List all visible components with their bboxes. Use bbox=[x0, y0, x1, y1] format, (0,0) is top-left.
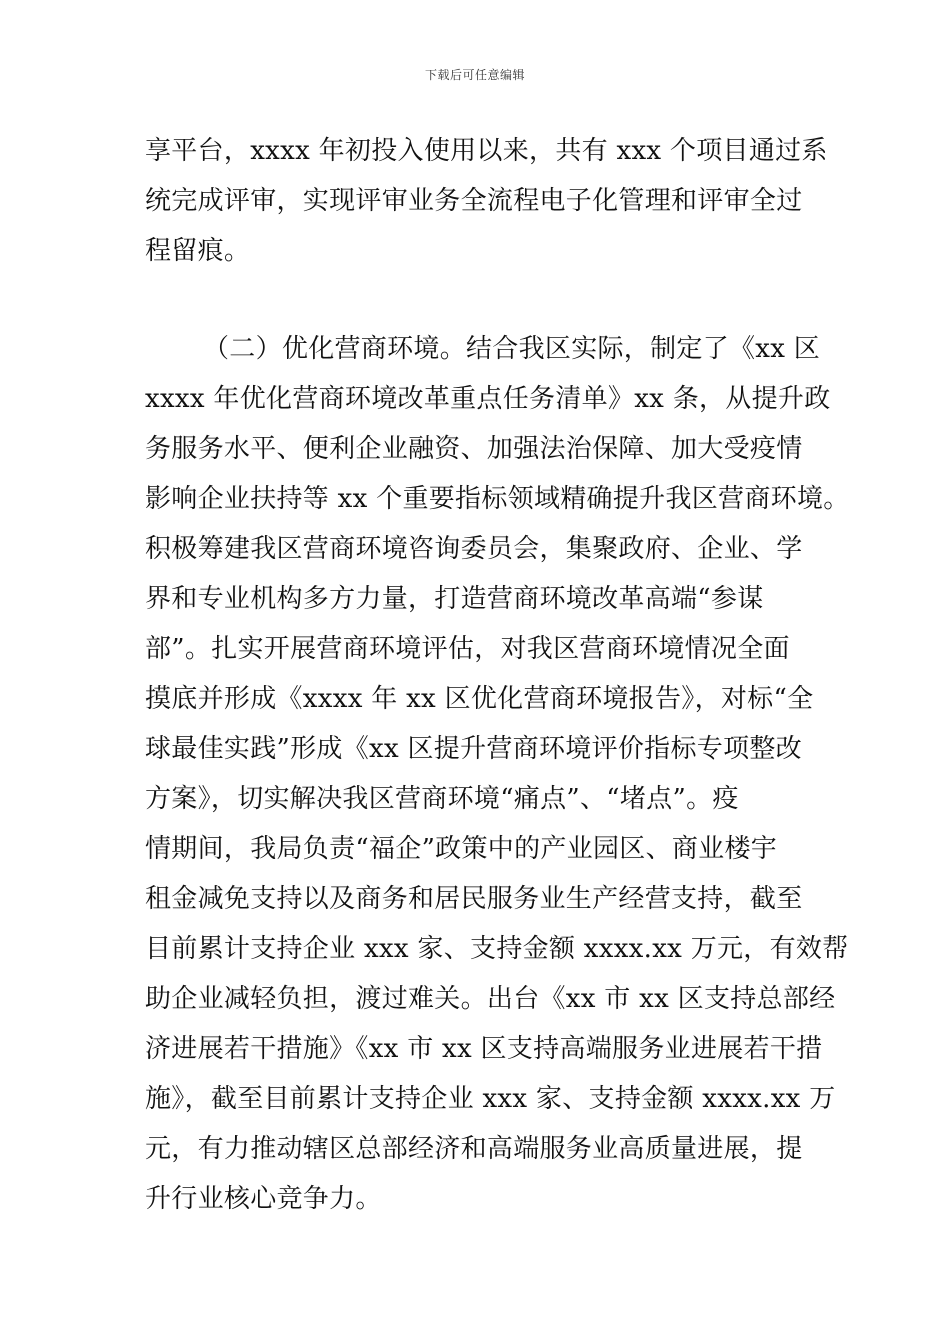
text-line: 程留痕。 bbox=[145, 236, 251, 266]
text-line: 方案》，切实解决我区营商环境“痛点”、“堵点”。疫 bbox=[145, 784, 739, 814]
text-line: 摸底并形成《xxxx 年 xx 区优化营商环境报告》，对标“全 bbox=[145, 684, 814, 714]
text-line: 租金减免支持以及商务和居民服务业生产经营支持，截至 bbox=[145, 884, 803, 914]
text-line: 积极筹建我区营商环境咨询委员会，集聚政府、企业、学 bbox=[145, 534, 803, 564]
text-line: 享平台，xxxx 年初投入使用以来，共有 xxx 个项目通过系 bbox=[145, 136, 828, 166]
text-line: 目前累计支持企业 xxx 家、支持金额 xxxx.xx 万元，有效帮 bbox=[145, 934, 849, 964]
text-line: 助企业减轻负担，渡过难关。出台《xx 市 xx 区支持总部经 bbox=[145, 984, 836, 1014]
text-line: 界和专业机构多方力量，打造营商环境改革高端“参谋 bbox=[145, 584, 764, 614]
paragraph-1 bbox=[145, 126, 828, 276]
text-line: xxxx 年优化营商环境改革重点任务清单》xx 条，从提升政 bbox=[145, 384, 831, 414]
text-line: 统完成评审，实现评审业务全流程电子化管理和评审全过 bbox=[145, 186, 803, 216]
document-body bbox=[145, 126, 850, 1224]
text-line: 济进展若干措施》《xx 市 xx 区支持高端服务业进展若干措 bbox=[145, 1034, 823, 1064]
text-line: 元，有力推动辖区总部经济和高端服务业高质量进展，提 bbox=[145, 1134, 803, 1164]
page-header: 下载后可任意编辑 bbox=[424, 68, 525, 82]
text-line: （二）优化营商环境。结合我区实际，制定了《xx 区 bbox=[203, 334, 821, 364]
text-line: 部”。扎实开展营商环境评估，对我区营商环境情况全面 bbox=[145, 634, 790, 664]
text-line: 务服务水平、便利企业融资、加强法治保障、加大受疫情 bbox=[145, 434, 803, 464]
text-line: 影响企业扶持等 xx 个重要指标领域精确提升我区营商环境。 bbox=[145, 484, 850, 514]
text-line: 情期间，我局负责“福企”政策中的产业园区、商业楼宇 bbox=[145, 834, 778, 864]
text-line: 球最佳实践”形成《xx 区提升营商环境评价指标专项整改 bbox=[145, 734, 802, 764]
paragraph-gap bbox=[145, 276, 825, 324]
text-line: 施》，截至目前累计支持企业 xxx 家、支持金额 xxxx.xx 万 bbox=[145, 1084, 836, 1114]
paragraph-2 bbox=[145, 324, 850, 1224]
text-line: 升行业核心竞争力。 bbox=[145, 1184, 382, 1214]
